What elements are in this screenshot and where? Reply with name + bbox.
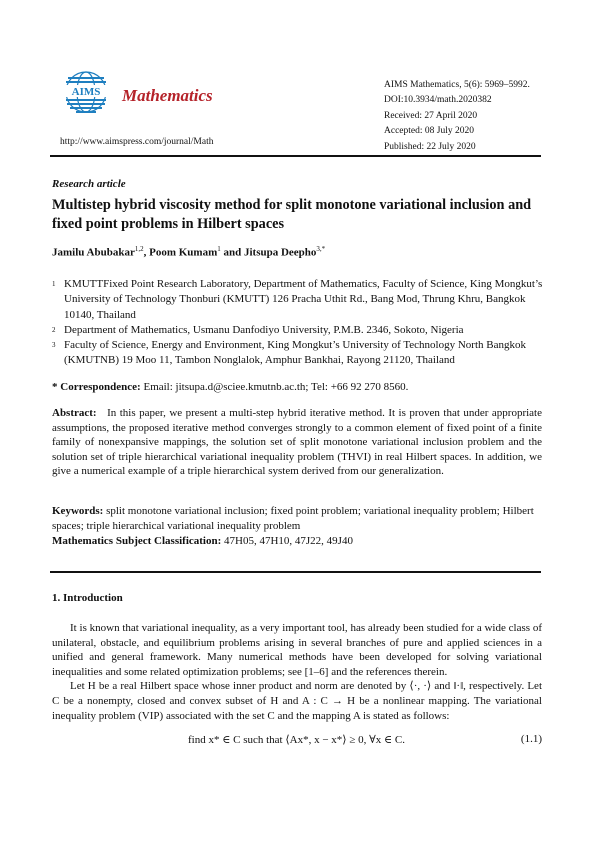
article-type: Research article bbox=[52, 178, 126, 190]
author-separator: , bbox=[143, 246, 150, 259]
keywords-text: split monotone variational inclusion; fixed point problem; variational inequality problem; Hilbert spaces; triple hierarchical variational inequality problem bbox=[52, 505, 534, 532]
intro-body bbox=[52, 621, 542, 723]
abstract-rule bbox=[50, 571, 541, 573]
msc-classification bbox=[52, 535, 353, 547]
msc-label: Mathematics Subject Classification: bbox=[52, 535, 222, 547]
affiliation-item bbox=[52, 323, 544, 338]
author-name: Jamilu Abubakar bbox=[52, 246, 135, 259]
correspondence bbox=[52, 381, 408, 393]
globe-icon bbox=[58, 68, 118, 130]
msc-text: 47H05, 47H10, 47J22, 49J40 bbox=[224, 535, 353, 547]
correspondence-label: * Correspondence: bbox=[52, 381, 141, 393]
meta-citation: AIMS Mathematics, 5(6): 5969–5992. bbox=[384, 80, 530, 90]
header-rule bbox=[50, 155, 541, 157]
meta-accepted: Accepted: 08 July 2020 bbox=[384, 126, 474, 137]
abstract bbox=[52, 406, 542, 479]
affiliation-item bbox=[52, 338, 544, 369]
author-list bbox=[52, 245, 325, 259]
author-affil-mark: 3,* bbox=[316, 245, 326, 253]
equation: find x* ∈ C such that ⟨Ax*, x − x*⟩ ≥ 0, ∀x ∈ C. bbox=[188, 734, 405, 746]
keywords-label: Keywords: bbox=[52, 505, 104, 517]
affiliation-number: 1 bbox=[52, 280, 56, 288]
meta-published: Published: 22 July 2020 bbox=[384, 141, 476, 152]
journal-url[interactable]: http://www.aimspress.com/journal/Math bbox=[60, 137, 214, 147]
author-affil-mark: 1 bbox=[217, 245, 221, 253]
affiliation-number: 2 bbox=[52, 325, 56, 334]
equation-number: (1.1) bbox=[520, 733, 542, 745]
logo-text: AIMS bbox=[71, 86, 101, 98]
intro-paragraph: Let H be a real Hilbert space whose inner product and norm are denoted by ⟨·, ·⟩ and ‖·‖, respectively. Let C be a nonempty, closed and convex subset of H and A : C → H be a nonlinear mapping. The variational inequality problem (VIP) associated with the set C and the mapping A is stated as follows: bbox=[52, 680, 542, 722]
affiliation-list bbox=[52, 277, 544, 369]
correspondence-text[interactable]: Email: jitsupa.d@sciee.kmutnb.ac.th; Tel: +66 92 270 8560. bbox=[143, 381, 409, 393]
author-affil-mark: 1,2 bbox=[134, 245, 144, 253]
affiliation-number: 3 bbox=[52, 341, 56, 350]
affiliation-item bbox=[52, 277, 544, 323]
abstract-text: In this paper, we present a multi-step hybrid iterative method. It is proven that under appropriate assumptions, the proposed iterative method converges strongly to a common element of fixed point of a finite family of nonexpansive mappings, the solution set of split monotone variational inclusion problem and the solution set of triple hierarchical variational inequality problem (THVI) in real Hilbert spaces. In addition, we give a numerical example of a triple hierarchical system derived from our generalization. bbox=[52, 407, 542, 478]
article-metadata bbox=[384, 78, 530, 155]
article-title: Multistep hybrid viscosity method for split monotone variational inclusion and fixed point problems in Hilbert spaces bbox=[52, 197, 532, 232]
author-name: Poom Kumam bbox=[149, 246, 218, 259]
affiliation-text: Faculty of Science, Energy and Environment, King Mongkut’s University of Technology North Bangkok (KMUTNB) 19 Moo 11, Tambon Nonglalok, Amphur Bankhai, Rayong 21120, Thailand bbox=[64, 339, 526, 367]
aims-logo bbox=[58, 68, 118, 130]
affiliation-text: KMUTTFixed Point Research Laboratory, Department of Mathematics, Faculty of Science, King Mongkut’s University of Technology Thonburi (KMUTT) 126 Pracha Uthit Rd., Bang Mod, Thrung Khru, Bangkok 10140, Thailand bbox=[64, 278, 543, 321]
affiliation-text: Department of Mathematics, Usmanu Danfodiyo University, P.M.B. 2346, Sokoto, Nigeria bbox=[64, 323, 464, 336]
journal-name: Mathematics bbox=[122, 86, 213, 105]
intro-paragraph: It is known that variational inequality, as a very important tool, has already been studied for a wide class of unilateral, obstacle, and equilibrium problems arising in several branches of pure and applied sciences in a unified and general framework. Many numerical methods have been developed for solving variational inequalities and some related optimization problems; see [1–6] and the references therein. bbox=[52, 622, 542, 678]
meta-doi[interactable]: DOI:10.3934/math.2020382 bbox=[384, 95, 492, 106]
author-name: Jitsupa Deepho bbox=[243, 246, 317, 259]
keywords bbox=[52, 504, 542, 533]
section-heading: 1. Introduction bbox=[52, 592, 123, 604]
author-separator: and bbox=[220, 246, 244, 259]
abstract-label: Abstract: bbox=[52, 407, 97, 419]
meta-received: Received: 27 April 2020 bbox=[384, 110, 478, 121]
